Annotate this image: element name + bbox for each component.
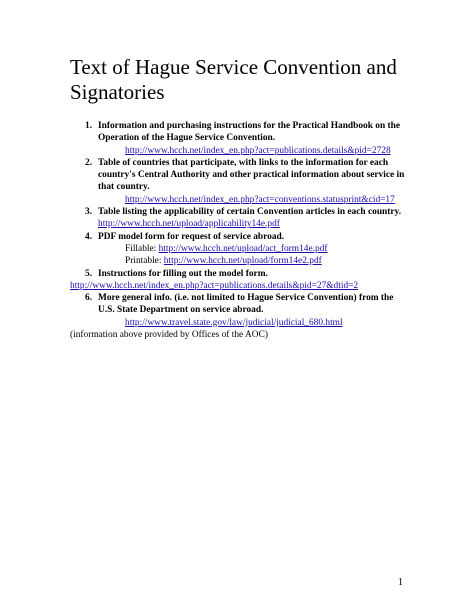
- item-number: 5.: [85, 268, 93, 279]
- list-item: [70, 120, 410, 157]
- item-description: Table listing the applicability of certain Convention articles in each country.: [98, 207, 402, 218]
- fillable-form-link[interactable]: http://www.hcch.net/upload/act_form14e.pdf: [158, 243, 328, 254]
- item-link[interactable]: http://www.hcch.net/index_en.php?act=publications.details&pid=2728: [125, 145, 391, 156]
- item-number: 3.: [85, 207, 93, 218]
- source-note: (information above provided by Offices of the AOC): [70, 330, 268, 341]
- list-item: [70, 206, 410, 231]
- printable-row: [98, 255, 410, 267]
- item-number: 2.: [85, 157, 93, 168]
- item-description: Information and purchasing instructions for the Practical Handbook on the Operation of the Hague Service Convention.: [98, 121, 401, 144]
- item-link[interactable]: http://www.travel.state.gov/law/judicial/judicial_680.html: [125, 317, 343, 328]
- list-item: [70, 157, 410, 206]
- printable-label: Printable:: [125, 256, 162, 267]
- printable-form-link[interactable]: http://www.hcch.net/upload/form14e2.pdf: [163, 256, 322, 267]
- item-link[interactable]: http://www.hcch.net/index_en.php?act=publications.details&pid=27&dtid=2: [70, 280, 359, 291]
- page-number: 1: [398, 577, 403, 588]
- list-item: [70, 292, 410, 341]
- item-number: 6.: [85, 293, 93, 304]
- item-number: 1.: [85, 121, 93, 131]
- item-description: Instructions for filling out the model form.: [98, 268, 268, 279]
- item-description: PDF model form for request of service abroad.: [98, 231, 285, 242]
- list-item: [70, 268, 410, 293]
- document-title: Text of Hague Service Convention and Signatories: [70, 55, 397, 104]
- item-number: 4.: [85, 231, 93, 242]
- item-description: Table of countries that participate, with links to the information for each country's Central Authority and other practical information about service in that country.: [98, 157, 405, 193]
- fillable-label: Fillable:: [125, 243, 157, 254]
- item-link[interactable]: http://www.hcch.net/index_en.php?act=conventions.statusprint&cid=17: [125, 194, 395, 205]
- fillable-row: [98, 243, 410, 255]
- item-link[interactable]: http://www.hcch.net/upload/applicability14e.pdf: [98, 219, 280, 230]
- resource-list: [70, 120, 410, 341]
- item-description: More general info. (i.e. not limited to Hague Service Convention) from the U.S. State Department on service abroad.: [98, 293, 394, 316]
- list-item: [70, 231, 410, 268]
